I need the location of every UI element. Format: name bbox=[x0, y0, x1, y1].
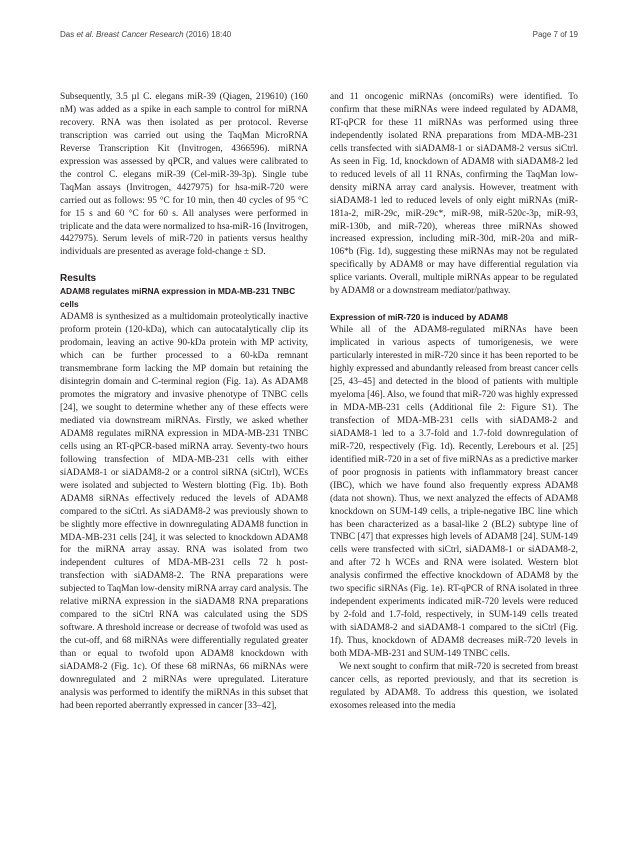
page-header bbox=[60, 30, 578, 42]
methods-paragraph: Subsequently, 3.5 µl C. elegans miR-39 (Qiagen, 219610) (160 nM) was added as a spike in each sample to control for miRNA recovery. RNA was then isolated as per protocol. Reverse transcription was carried out using the TaqMan MicroRNA Reverse Transcription Kit (Invitrogen, 4366596). miRNA expression was assessed by qPCR, and values were calibrated to the control C. elegans miR-39 (Cel-miR-39-3p). Single tube TaqMan assays (Invitrogen, 4427975) for hsa-miR-720 were carried out as follows: 95 °C for 10 min, then 40 cycles of 95 °C for 15 s and 60 °C for 60 s. All analyses were performed in triplicate and the data were normalized to hsa-miR-16 (Invitrogen, 4427975). Serum levels of miR-720 in patients versus healthy individuals are presented as average fold-change ± SD. bbox=[60, 92, 308, 258]
mir720-paragraph-1: While all of the ADAM8-regulated miRNAs have been implicated in various aspects of tumorigenesis, we were particularly interested in miR-720 since it has been reported to be highly expressed and abundantly released from breast cancer cells [25, 43–45] and detected in the blood of patients with multiple myeloma [46]. Also, we found that miR-720 was highly expressed in MDA-MB-231 cells (Additional file 2: Figure S1). The transfection of MDA-MB-231 cells with siADAM8-2 and siADAM8-1 led to a 3.7-fold and 1.7-fold downregulation of miR-720, respectively (Fig. 1d). Recently, Lerebours et al. [25] identified miR-720 in a set of five miRNAs as a predictive marker of poor prognosis in patients with inflammatory breast cancer (IBC), which we have found also frequently express ADAM8 (data not shown). Thus, we next analyzed the effects of ADAM8 knockdown on SUM-149 cells, a triple-negative IBC line which has been characterized as a basal-like 2 (BL2) subtype line of TNBC [47] that expresses high levels of ADAM8 [24]. SUM-149 cells were transfected with siCtrl, siADAM8-1 or siADAM8-2, and after 72 h WCEs and RNA were isolated. Western blot analysis confirmed the effective knockdown of ADAM8 by the two specific siRNAs (Fig. 1e). RT-qPCR of RNA isolated in three independent experiments indicated miR-720 levels were reduced by 2-fold and 1.7-fold, respectively, in SUM-149 cells treated with siADAM8-2 and siADAM8-1 compared to the siCtrl (Fig. 1f). Thus, knockdown of ADAM8 decreases miR-720 levels in both MDA-MB-231 and SUM-149 TNBC cells. bbox=[330, 325, 578, 660]
subsection-heading-mir720: Expression of miR-720 is induced by ADAM8 bbox=[330, 312, 508, 323]
left-column bbox=[60, 91, 308, 713]
citation: Das et al. Breast Cancer Research (2016) 18:40 bbox=[60, 30, 232, 39]
results-heading: Results bbox=[60, 273, 97, 285]
mir720-paragraph-2: We next sought to confirm that miR-720 is secreted from breast cancer cells, as reported previously, and that its secretion is regulated by ADAM8. To address this question, we isolated exosomes released into the media bbox=[330, 661, 578, 711]
page-number: Page 7 of 19 bbox=[532, 30, 578, 39]
continuation-paragraph: and 11 oncogenic miRNAs (oncomiRs) were identified. To confirm that these miRNAs were indeed regulated by ADAM8, RT-qPCR for these 11 miRNAs was performed using three independently isolated RNA preparations from MDA-MB-231 cells transfected with siADAM8-1 or siADAM8-2 versus siCtrl. As seen in Fig. 1d, knockdown of ADAM8 with siADAM8-2 led to reduced levels of all 11 RNAs, confirming the TaqMan low-density miRNA array card analysis. However, treatment with siADAM8-1 led to reduced levels of only eight miRNAs (miR-181a-2, miR-29c, miR-29c*, miR-98, miR-520c-3p, miR-93, miR-130b, and miR-720), whereas three miRNAs showed increased expression, including miR-30d, miR-20a and miR-106*b (Fig. 1d), suggesting these miRNAs may not be regulated specifically by ADAM8 or may have differential regulation via splice variants. Overall, multiple miRNAs appear to be regulated by ADAM8 or a downstream mediator/pathway. bbox=[330, 92, 578, 297]
right-column bbox=[330, 91, 578, 713]
results-paragraph: ADAM8 is synthesized as a multidomain proteolytically inactive proform protein (120-kDa), which can autocatalytically clip its prodomain, leaving an active 90-kDa protein with MP activity, which can be further processed to a 60-kDa remnant transmembrane form lacking the MP domain but retaining the disintegrin domain and C-terminal region (Fig. 1a). As ADAM8 promotes the migratory and invasive phenotype of TNBC cells [24], we sought to determine whether any of these effects were mediated via downstream miRNAs. Firstly, we asked whether ADAM8 regulates miRNA expression in MDA-MB-231 TNBC cells using an RT-qPCR-based miRNA array. Seventy-two hours following transfection of MDA-MB-231 cells with either siADAM8-1 or siADAM8-2 or a control siRNA (siCtrl), WCEs were isolated and subjected to Western blotting (Fig. 1b). Both ADAM8 siRNAs effectively reduced the levels of ADAM8 compared to the siCtrl. As siADAM8-2 was previously shown to be slightly more effective in downregulating ADAM8 function in MDA-MB-231 cells [24], it was selected to knockdown ADAM8 for the miRNA array assay. RNA was isolated from two independent cultures of MDA-MB-231 cells 72 h post-transfection with siADAM8-2. The RNA preparations were subjected to TaqMan low-density miRNA array card analysis. The relative miRNA expression in the siADAM8 RNA preparations compared to the siCtrl RNA was calculated using the SDS software. A threshold increase or decrease of twofold was used as the cut-off, and 68 miRNAs were differentially regulated greater than or equal to twofold upon ADAM8 knockdown with siADAM8-2 (Fig. 1c). Of these 68 miRNAs, 66 miRNAs were downregulated and 2 miRNAs were upregulated. Literature analysis was performed to identify the miRNAs in this subset that had been reported aberrantly expressed in cancer [33–42], bbox=[60, 312, 308, 711]
subsection-heading-adam8-mirna: ADAM8 regulates miRNA expression in MDA-MB-231 TNBC cells bbox=[60, 286, 296, 310]
